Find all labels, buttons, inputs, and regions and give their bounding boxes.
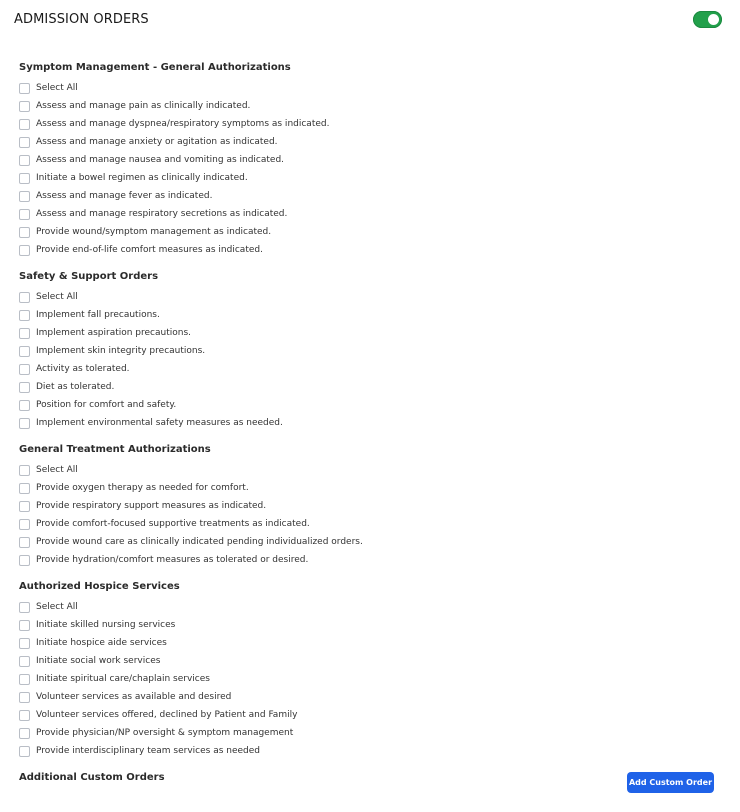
checkbox-option[interactable] [19,115,722,133]
page-title: ADMISSION ORDERS [14,12,149,27]
checkbox-label: Assess and manage pain as clinically indicated. [36,100,251,111]
checkbox[interactable] [19,328,30,339]
checkbox-label: Select All [36,464,78,475]
checkbox-option[interactable] [19,724,722,742]
section-title: Safety & Support Orders [19,271,159,282]
checkbox-label: Assess and manage anxiety or agitation as indicated. [36,136,278,147]
checkbox[interactable] [19,418,30,429]
checkbox-option[interactable] [19,706,722,724]
checkbox-label: Implement environmental safety measures as needed. [36,417,283,428]
checkbox-option[interactable] [19,169,722,187]
checkbox[interactable] [19,656,30,667]
checkbox-label: Implement fall precautions. [36,309,160,320]
checkbox-option[interactable] [19,342,722,360]
add-custom-order-button[interactable]: Add Custom Order [627,772,714,793]
checkbox[interactable] [19,400,30,411]
checkbox-option[interactable] [19,497,722,515]
checkbox-option[interactable] [19,378,722,396]
checkbox-option[interactable] [19,670,722,688]
checkbox-label: Initiate spiritual care/chaplain services [36,673,210,684]
checkbox[interactable] [19,465,30,476]
checkbox-label: Provide hydration/comfort measures as tolerated or desired. [36,554,309,565]
checkbox-label: Provide respiratory support measures as indicated. [36,500,267,511]
checkbox[interactable] [19,119,30,130]
checkbox-label: Assess and manage nausea and vomiting as indicated. [36,154,285,165]
checkbox-option-select-all[interactable] [19,461,722,479]
checkbox-label: Initiate social work services [36,655,161,666]
checkbox[interactable] [19,155,30,166]
checkbox-option[interactable] [19,479,722,497]
checkbox-label: Diet as tolerated. [36,381,115,392]
checkbox-option[interactable] [19,187,722,205]
checkbox[interactable] [19,692,30,703]
checkbox[interactable] [19,310,30,321]
checkbox[interactable] [19,83,30,94]
checkbox-option[interactable] [19,414,722,432]
checkbox[interactable] [19,483,30,494]
checkbox[interactable] [19,137,30,148]
checkbox[interactable] [19,620,30,631]
toggle-knob [708,14,719,25]
checkbox-option[interactable] [19,205,722,223]
checkbox[interactable] [19,674,30,685]
checkbox-option-select-all[interactable] [19,79,722,97]
checkbox-option[interactable] [19,241,722,259]
checkbox-label: Initiate a bowel regimen as clinically indicated. [36,172,248,183]
checkbox-label: Implement skin integrity precautions. [36,345,206,356]
checkbox[interactable] [19,209,30,220]
checkbox-label: Provide interdisciplinary team services as needed [36,745,261,756]
checkbox[interactable] [19,191,30,202]
checkbox-label: Select All [36,601,78,612]
checkbox-option[interactable] [19,634,722,652]
section-title: General Treatment Authorizations [19,444,211,455]
checkbox[interactable] [19,364,30,375]
checkbox-label: Provide end-of-life comfort measures as indicated. [36,244,263,255]
checkbox-label: Position for comfort and safety. [36,399,177,410]
checkbox-option-select-all[interactable] [19,288,722,306]
checkbox-label: Select All [36,82,78,93]
section-title: Authorized Hospice Services [19,581,180,592]
checkbox[interactable] [19,746,30,757]
checkbox-option[interactable] [19,324,722,342]
checkbox-label: Provide oxygen therapy as needed for comfort. [36,482,249,493]
checkbox-label: Volunteer services as available and desired [36,691,232,702]
checkbox-label: Provide comfort-focused supportive treatments as indicated. [36,518,310,529]
checkbox[interactable] [19,602,30,613]
checkbox-option[interactable] [19,742,722,760]
checkbox[interactable] [19,346,30,357]
checkbox[interactable] [19,245,30,256]
checkbox-label: Assess and manage respiratory secretions as indicated. [36,208,288,219]
checkbox[interactable] [19,382,30,393]
section-safety-support [19,270,722,432]
checkbox-label: Implement aspiration precautions. [36,327,192,338]
checkbox-option[interactable] [19,551,722,569]
admission-orders-toggle[interactable] [693,11,722,28]
checkbox-label: Select All [36,291,78,302]
checkbox[interactable] [19,227,30,238]
checkbox-option[interactable] [19,533,722,551]
checkbox-option[interactable] [19,306,722,324]
checkbox[interactable] [19,555,30,566]
checkbox-label: Assess and manage fever as indicated. [36,190,213,201]
checkbox-label: Initiate skilled nursing services [36,619,176,630]
page-header [14,10,722,32]
checkbox[interactable] [19,710,30,721]
section-title: Symptom Management - General Authorizations [19,62,291,73]
checkbox-label: Activity as tolerated. [36,363,130,374]
checkbox-option[interactable] [19,652,722,670]
checkbox-option[interactable] [19,151,722,169]
checkbox-label: Provide physician/NP oversight & symptom management [36,727,294,738]
checkbox-label: Assess and manage dyspnea/respiratory symptoms as indicated. [36,118,330,129]
checkbox[interactable] [19,292,30,303]
checkbox[interactable] [19,537,30,548]
checkbox-option[interactable] [19,688,722,706]
checkbox[interactable] [19,728,30,739]
checkbox-label: Volunteer services offered, declined by Patient and Family [36,709,298,720]
checkbox[interactable] [19,501,30,512]
checkbox[interactable] [19,519,30,530]
checkbox[interactable] [19,173,30,184]
section-symptom-management [19,61,722,259]
checkbox-option[interactable] [19,396,722,414]
section-custom-orders [19,771,722,789]
checkbox-label: Provide wound/symptom management as indicated. [36,226,272,237]
section-general-treatment [19,443,722,569]
section-hospice-services [19,580,722,760]
checkbox-option[interactable] [19,616,722,634]
section-title: Additional Custom Orders [19,772,165,783]
checkbox-option-select-all[interactable] [19,598,722,616]
checkbox-option[interactable] [19,97,722,115]
checkbox-option[interactable] [19,360,722,378]
checkbox-option[interactable] [19,515,722,533]
checkbox-label: Initiate hospice aide services [36,637,167,648]
checkbox-label: Provide wound care as clinically indicated pending individualized orders. [36,536,363,547]
checkbox-option[interactable] [19,133,722,151]
checkbox-option[interactable] [19,223,722,241]
checkbox[interactable] [19,101,30,112]
checkbox[interactable] [19,638,30,649]
